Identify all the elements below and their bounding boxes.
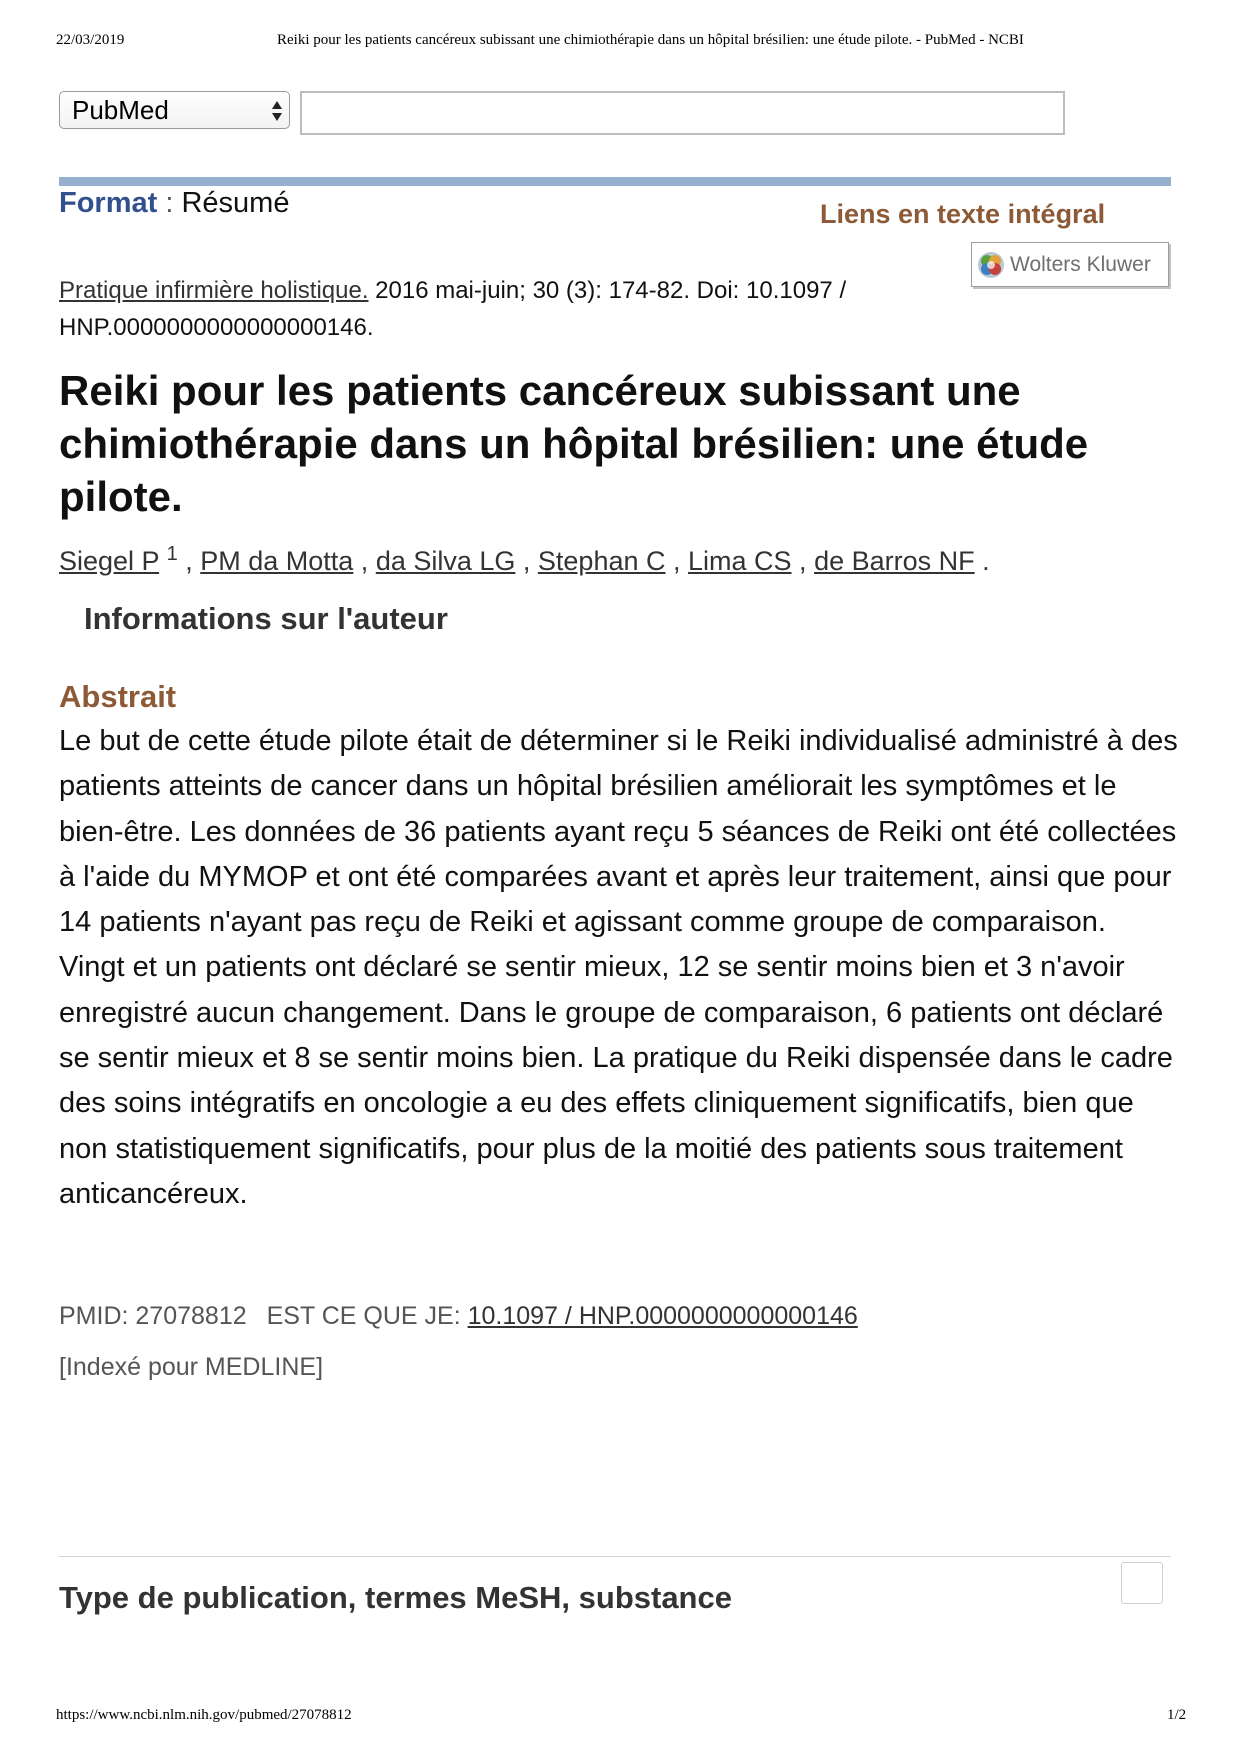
citation	[59, 272, 929, 346]
expand-section-button[interactable]	[1121, 1562, 1163, 1604]
wolters-kluwer-link[interactable]	[971, 242, 1169, 287]
affiliation-marker: 1	[166, 543, 178, 565]
identifiers-line	[59, 1302, 858, 1331]
select-arrows-icon	[271, 98, 283, 124]
author-link[interactable]: Lima CS	[688, 546, 792, 576]
doi-label: EST CE QUE JE:	[266, 1302, 468, 1330]
journal-link[interactable]: Pratique infirmière holistique.	[59, 277, 369, 304]
print-page-number: 1/2	[1167, 1707, 1187, 1723]
header-divider	[59, 177, 1171, 186]
search-input[interactable]	[300, 91, 1065, 135]
author-link[interactable]: PM da Motta	[200, 546, 354, 576]
medline-indexing-status: [Indexé pour MEDLINE]	[59, 1353, 324, 1381]
publication-types-heading[interactable]: Type de publication, termes MeSH, substance	[59, 1580, 732, 1615]
author-separator: ,	[791, 546, 815, 576]
print-url: https://www.ncbi.nlm.nih.gov/pubmed/27078812	[56, 1707, 352, 1723]
author-link[interactable]: de Barros NF	[814, 546, 975, 576]
wolters-kluwer-label: Wolters Kluwer	[1010, 253, 1151, 276]
print-page-title: Reiki pour les patients cancéreux subissant une chimiothérapie dans un hôpital brésilien: une étude pilote. - PubMed - NCBI	[277, 32, 1024, 48]
author-link[interactable]: da Silva LG	[375, 546, 516, 576]
author-list-end: .	[974, 546, 990, 576]
doi-link[interactable]: 10.1097 / HNP.0000000000000146	[467, 1302, 858, 1330]
format-label: Format	[59, 187, 158, 219]
print-header	[0, 32, 1239, 52]
abstract-heading: Abstrait	[59, 679, 177, 714]
author-separator: ,	[665, 546, 689, 576]
author-separator: ,	[177, 546, 201, 576]
author-link[interactable]: Siegel P	[59, 546, 160, 576]
format-separator: :	[157, 187, 182, 219]
article-title: Reiki pour les patients cancéreux subissant une chimiothérapie dans un hôpital brésilien: une étude pilote.	[59, 367, 1089, 520]
wolters-kluwer-logo-icon	[976, 250, 1006, 280]
print-date: 22/03/2019	[56, 32, 125, 48]
author-separator: ,	[353, 546, 376, 576]
format-selector[interactable]	[59, 187, 289, 220]
database-select[interactable]	[59, 91, 290, 129]
author-separator: ,	[515, 546, 538, 576]
author-information-toggle[interactable]: Informations sur l'auteur	[84, 601, 448, 636]
section-divider	[59, 1556, 1171, 1557]
abstract-text: Le but de cette étude pilote était de déterminer si le Reiki individualisé administré à des patients atteints de cancer dans un hôpital brésilien améliorait les symptômes et le bien-être. Les données de 36 patients ayant reçu 5 séances de Reiki ont été collectées à l'aide du MYMOP et ont été comparées avant et après leur traitement, ainsi que pour 14 patients n'ayant pas reçu de Reiki et agissant comme groupe de comparaison. Vingt et un patients ont déclaré se sentir mieux, 12 se sentir moins bien et 3 n'avoir enregistré aucun changement. Dans le groupe de comparaison, 6 patients ont déclaré se sentir mieux et 8 se sentir moins bien. La pratique du Reiki dispensée dans le cadre des soins intégratifs en oncologie a eu des effets cliniquement significatifs, bien que non statistiquement significatifs, pour plus de la moitié des patients sous traitement anticancéreux.	[59, 725, 1178, 1210]
author-link[interactable]: Stephan C	[537, 546, 666, 576]
author-list	[59, 543, 990, 577]
full-text-links-heading: Liens en texte intégral	[820, 199, 1106, 229]
database-select-value: PubMed	[72, 95, 169, 125]
format-value: Résumé	[181, 187, 290, 219]
citation-details: 2016 mai-juin; 30 (3): 174-82. Doi: 10.1097 / HNP.0000000000000000146.	[59, 277, 847, 341]
pmid: PMID: 27078812	[59, 1302, 247, 1330]
